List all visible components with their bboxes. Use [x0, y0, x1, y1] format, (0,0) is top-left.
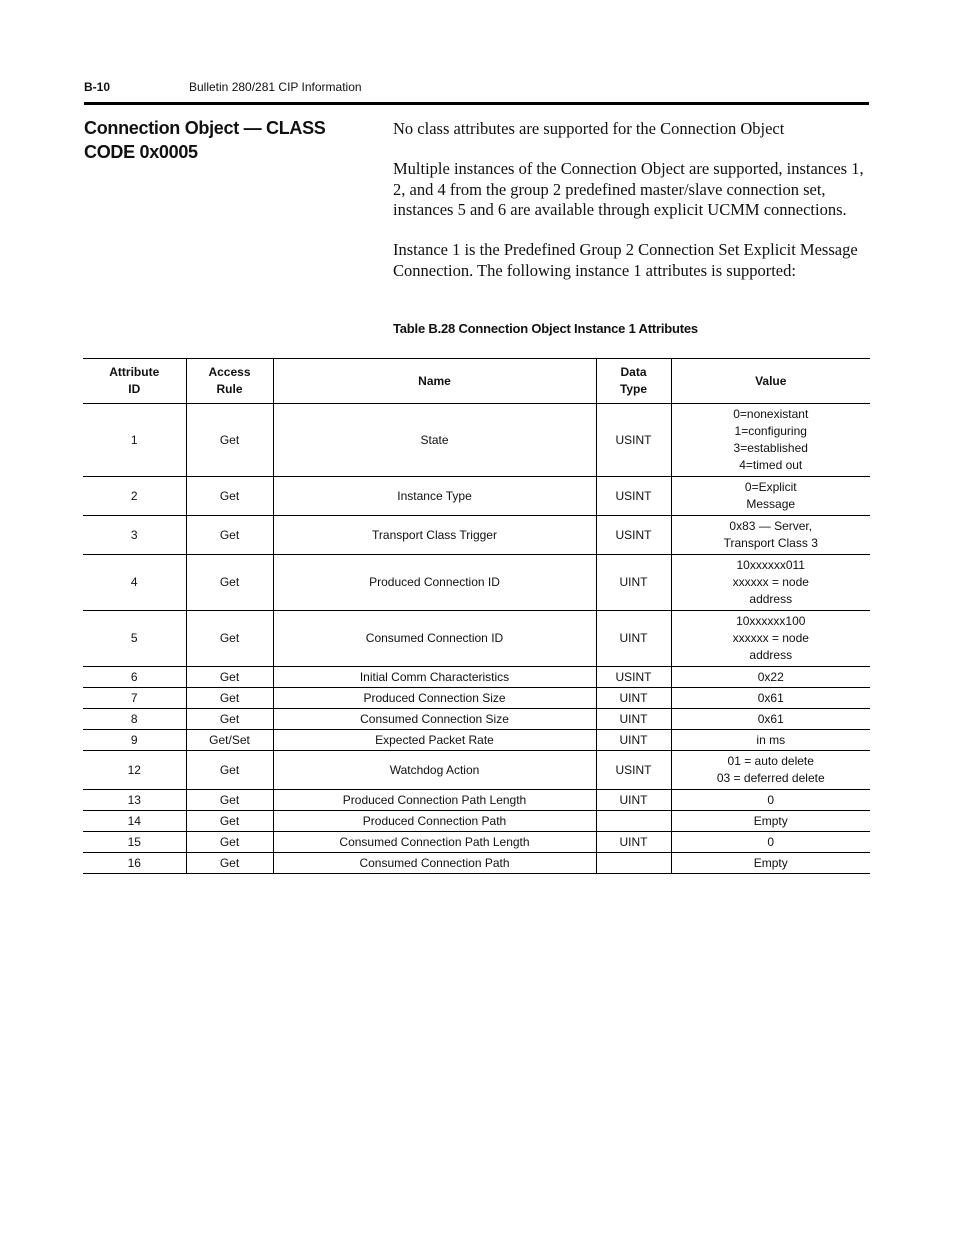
name-cell: Watchdog Action	[273, 751, 596, 790]
access-rule-cell: Get	[186, 688, 273, 709]
attribute-id-cell: 14	[83, 811, 186, 832]
table-row	[83, 404, 870, 477]
data-type-cell	[596, 811, 671, 832]
value-cell	[671, 811, 870, 832]
value-cell	[671, 555, 870, 611]
table-row	[83, 811, 870, 832]
value-line: 03 = deferred delete	[716, 771, 825, 785]
table-row	[83, 688, 870, 709]
table-row	[83, 516, 870, 555]
access-rule-cell: Get	[186, 832, 273, 853]
data-type-cell: UINT	[596, 730, 671, 751]
value-line: address	[749, 592, 793, 606]
value-line: 4=timed out	[739, 458, 803, 472]
access-rule-cell: Get/Set	[186, 730, 273, 751]
table-row	[83, 730, 870, 751]
name-cell: Instance Type	[273, 477, 596, 516]
name-cell: Consumed Connection ID	[273, 611, 596, 667]
data-type-cell: USINT	[596, 516, 671, 555]
access-rule-cell: Get	[186, 751, 273, 790]
table-caption: Table B.28 Connection Object Instance 1 Attributes	[393, 321, 698, 336]
attribute-id-cell: 6	[83, 667, 186, 688]
data-type-cell	[596, 853, 671, 874]
value-line: address	[749, 648, 793, 662]
name-cell: Consumed Connection Size	[273, 709, 596, 730]
paragraph-instance-1: Instance 1 is the Predefined Group 2 Connection Set Explicit Message Connection. The following instance 1 attributes is supported:	[393, 240, 858, 280]
value-cell	[671, 516, 870, 555]
data-type-cell: UINT	[596, 832, 671, 853]
data-type-cell: USINT	[596, 404, 671, 477]
table-row	[83, 853, 870, 874]
name-cell: Produced Connection Path Length	[273, 790, 596, 811]
value-line: xxxxxx = node	[732, 575, 809, 589]
value-line: 0	[767, 792, 775, 807]
page-header	[84, 80, 869, 102]
attribute-id-cell: 3	[83, 516, 186, 555]
value-line: xxxxxx = node	[732, 631, 809, 645]
value-cell	[671, 751, 870, 790]
value-cell	[671, 709, 870, 730]
value-line: 10xxxxxx100	[736, 614, 806, 628]
header-access-rule: Access Rule	[186, 359, 273, 404]
table-header-row	[83, 359, 870, 404]
value-cell	[671, 667, 870, 688]
value-line: 10xxxxxx011	[736, 558, 805, 572]
access-rule-cell: Get	[186, 667, 273, 688]
access-rule-cell: Get	[186, 404, 273, 477]
table-row	[83, 611, 870, 667]
name-cell: Produced Connection Size	[273, 688, 596, 709]
access-rule-cell: Get	[186, 611, 273, 667]
value-line: 0=Explicit	[744, 480, 797, 494]
access-rule-cell: Get	[186, 811, 273, 832]
attribute-id-cell: 12	[83, 751, 186, 790]
attribute-id-cell: 15	[83, 832, 186, 853]
name-cell: Transport Class Trigger	[273, 516, 596, 555]
name-cell: Consumed Connection Path	[273, 853, 596, 874]
access-rule-cell: Get	[186, 477, 273, 516]
data-type-cell: USINT	[596, 477, 671, 516]
value-cell	[671, 611, 870, 667]
value-line: 1=configuring	[734, 424, 807, 438]
attribute-id-cell: 13	[83, 790, 186, 811]
value-line: Message	[746, 497, 796, 511]
attribute-id-cell: 1	[83, 404, 186, 477]
data-type-cell: UINT	[596, 555, 671, 611]
access-rule-cell: Get	[186, 709, 273, 730]
table-row	[83, 555, 870, 611]
attribute-id-cell: 9	[83, 730, 186, 751]
data-type-cell: UINT	[596, 790, 671, 811]
header-data-type: Data Type	[596, 359, 671, 404]
value-line: Empty	[753, 813, 788, 828]
paragraph-instances: Multiple instances of the Connection Object are supported, instances 1, 2, and 4 from the group 2 predefined master/slave connection set, instances 5 and 6 are available through explicit UCMM connections.	[393, 159, 864, 219]
value-cell	[671, 832, 870, 853]
attribute-id-cell: 8	[83, 709, 186, 730]
table-row	[83, 751, 870, 790]
value-line: 0x61	[757, 711, 784, 726]
data-type-cell: USINT	[596, 751, 671, 790]
running-title: Bulletin 280/281 CIP Information	[189, 80, 362, 94]
header-attribute-id: Attribute ID	[83, 359, 186, 404]
value-line: 0	[767, 834, 775, 849]
value-cell	[671, 790, 870, 811]
access-rule-cell: Get	[186, 555, 273, 611]
access-rule-cell: Get	[186, 790, 273, 811]
name-cell: Produced Connection ID	[273, 555, 596, 611]
value-cell	[671, 688, 870, 709]
value-line: 0x83 — Server,	[729, 519, 813, 533]
table-row	[83, 790, 870, 811]
data-type-cell: UINT	[596, 611, 671, 667]
value-cell	[671, 477, 870, 516]
table-row	[83, 832, 870, 853]
section-heading: Connection Object — CLASS CODE 0x0005	[84, 118, 326, 162]
value-line: 01 = auto delete	[727, 754, 814, 768]
data-type-cell: USINT	[596, 667, 671, 688]
value-line: 0x22	[757, 669, 784, 684]
table-row	[83, 477, 870, 516]
attribute-id-cell: 2	[83, 477, 186, 516]
attribute-id-cell: 7	[83, 688, 186, 709]
header-rule	[84, 102, 869, 105]
attribute-id-cell: 4	[83, 555, 186, 611]
access-rule-cell: Get	[186, 516, 273, 555]
page-number: B-10	[84, 80, 111, 94]
table-row	[83, 709, 870, 730]
value-line: Transport Class 3	[723, 536, 818, 550]
data-type-cell: UINT	[596, 688, 671, 709]
name-cell: Consumed Connection Path Length	[273, 832, 596, 853]
value-line: in ms	[756, 732, 786, 747]
name-cell: Initial Comm Characteristics	[273, 667, 596, 688]
value-line: Empty	[753, 855, 788, 870]
paragraph-class-attributes: No class attributes are supported for the Connection Object	[393, 119, 785, 138]
connection-object-attributes-table	[83, 358, 870, 874]
name-cell: State	[273, 404, 596, 477]
name-cell: Expected Packet Rate	[273, 730, 596, 751]
header-name: Name	[273, 359, 596, 404]
attribute-id-cell: 16	[83, 853, 186, 874]
name-cell: Produced Connection Path	[273, 811, 596, 832]
value-line: 0x61	[757, 690, 784, 705]
data-type-cell: UINT	[596, 709, 671, 730]
value-line: 3=established	[733, 441, 808, 455]
value-line: 0=nonexistant	[733, 407, 809, 421]
access-rule-cell: Get	[186, 853, 273, 874]
value-cell	[671, 730, 870, 751]
value-cell	[671, 853, 870, 874]
value-cell	[671, 404, 870, 477]
attribute-id-cell: 5	[83, 611, 186, 667]
header-value: Value	[671, 359, 870, 404]
table-row	[83, 667, 870, 688]
